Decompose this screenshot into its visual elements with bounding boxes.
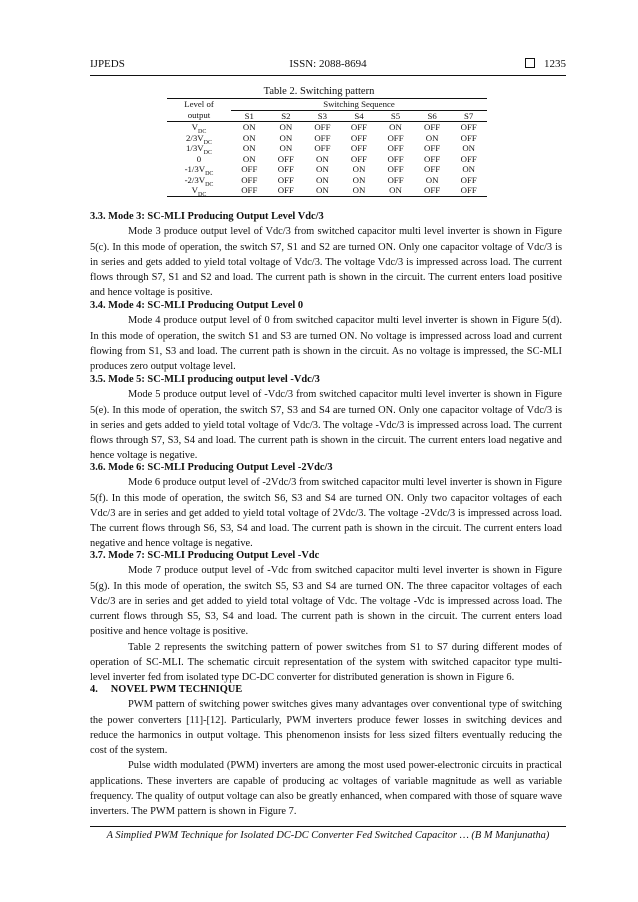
switch-state-cell: ON xyxy=(425,174,439,185)
switch-state-cell: ON xyxy=(425,132,439,143)
switch-state-cell: OFF xyxy=(387,153,404,164)
switch-state-cell: ON xyxy=(316,174,329,185)
section-3-6 xyxy=(90,460,562,552)
table-row xyxy=(167,185,487,196)
switching-table-body xyxy=(167,122,487,197)
output-level-cell xyxy=(167,185,231,196)
level-value: -1/3V xyxy=(184,164,206,174)
section-heading: 3.3. Mode 3: SC-MLI Producing Output Level Vdc/3 xyxy=(90,211,324,222)
switch-state-cell: OFF xyxy=(450,185,487,196)
switch-state-cell: ON xyxy=(279,132,293,143)
level-value: 1/3V xyxy=(186,143,204,153)
switch-state-cell: ON xyxy=(304,185,341,196)
section-heading: 3.4. Mode 4: SC-MLI Producing Output Level 0 xyxy=(90,300,304,311)
table-caption: Table 2. Switching pattern xyxy=(263,86,375,97)
section-heading: 3.6. Mode 6: SC-MLI Producing Output Level -2Vdc/3 xyxy=(90,462,333,473)
checkbox-square-icon xyxy=(525,58,535,68)
level-value: -2/3V xyxy=(184,174,206,185)
level-subscript: DC xyxy=(203,139,212,146)
level-subscript: DC xyxy=(203,149,212,156)
level-header-line2: output xyxy=(167,110,231,122)
switch-header: S2 xyxy=(268,110,305,122)
output-level-cell xyxy=(167,122,231,133)
paragraph: Mode 6 produce output level of -2Vdc/3 from switched capacitor multi level inverter is shown in Figure 5(f). In this mode of operation, the switch S6, S3 and S4 are turned ON. Only two capacitor voltages of each Vdc/3 are in series and get added to yield total voltage of 2Vdc/3. The voltage -2Vdc/3 is impressed across load. The current flows through S6, S3, S4 and load. The current path is shown in the circuit. The current enters load negative and hence voltage is negative. xyxy=(90,477,562,550)
switch-state-cell: OFF xyxy=(387,164,404,174)
switch-state-cell: OFF xyxy=(414,185,451,196)
switch-state-cell: OFF xyxy=(387,143,404,153)
switch-state-cell: OFF xyxy=(424,164,441,174)
section-3-3 xyxy=(90,209,562,301)
footer-rule xyxy=(90,826,566,827)
switch-state-cell: ON xyxy=(377,185,414,196)
output-level-cell xyxy=(167,133,231,144)
paragraph: Table 2 represents the switching pattern of power switches from S1 to S7 during different modes of operation of SC-MLI. The schematic circuit representation of the system with switched capacitor type multi-level inverter fed from isolated type DC-DC converter for distributed generation is shown in Figure 6. xyxy=(90,641,562,684)
level-value: V xyxy=(191,122,198,132)
table-row xyxy=(167,133,487,144)
switch-state-cell: OFF xyxy=(424,122,441,132)
paragraph: Mode 4 produce output level of 0 from switched capacitor multi level inverter is shown in Figure 5(d). In this mode of operation, the switch S1 and S3 are turned ON. No voltage is impressed across load and current flowing from S1, S3 and load. The current path is shown in the circuit. As no voltage is impressed, the SC-MLI produces zero output voltage level. xyxy=(90,315,562,373)
switch-state-cell: OFF xyxy=(314,143,331,153)
switch-state-cell: OFF xyxy=(241,164,258,174)
switch-state-cell: OFF xyxy=(277,174,294,185)
paragraph: Mode 7 produce output level of -Vdc from switched capacitor multi level inverter is shown in Figure 5(g). In this mode of operation, the switch S5, S3 and S4 are turned ON. The three capacitor voltages of each Vdc/3 are in series and get added to yield total voltage of Vdc. The voltage -Vdc is impressed across load. The current flows through S5, S3, S4 and load. The current path is shown in the circuit. The current enters load positive and hence voltage is positive. xyxy=(90,565,562,638)
page-number-group xyxy=(525,58,566,70)
section-3-5 xyxy=(90,372,562,464)
switch-state-cell: ON xyxy=(242,132,256,143)
switch-state-cell: ON xyxy=(279,143,293,153)
table-row xyxy=(167,154,487,165)
switch-state-cell: ON xyxy=(462,164,476,174)
level-subscript: DC xyxy=(198,128,207,135)
running-footer: A Simplied PWM Technique for Isolated DC-DC Converter Fed Switched Capacitor … (B M Manjunatha) xyxy=(106,830,550,841)
switch-state-cell: ON xyxy=(279,122,293,132)
switch-state-cell: OFF xyxy=(460,132,477,143)
switch-state-cell: OFF xyxy=(460,174,477,185)
switch-state-cell: OFF xyxy=(231,185,268,196)
switch-state-cell: OFF xyxy=(268,185,305,196)
level-subscript: DC xyxy=(205,170,214,177)
switch-state-cell: OFF xyxy=(314,122,331,132)
switch-state-cell: OFF xyxy=(241,174,258,185)
level-value: 0 xyxy=(196,153,202,164)
switch-state-cell: ON xyxy=(242,153,256,164)
switch-state-cell: OFF xyxy=(350,122,368,132)
paragraph: Pulse width modulated (PWM) inverters are among the most used power-electronic circuits in practical applications. These inverters are capable of producing ac voltages of variable magnitude as well as variable frequency. The quality of output voltage can also be greatly enhanced, when compared with those of square wave inverters. The PWM pattern is shown in Figure 7. xyxy=(90,760,562,818)
switch-state-cell: ON xyxy=(242,143,256,153)
section-heading: 4. NOVEL PWM TECHNIQUE xyxy=(90,684,243,695)
switch-state-cell: OFF xyxy=(314,132,331,143)
output-level-cell xyxy=(167,175,231,186)
section-heading: 3.5. Mode 5: SC-MLI producing output level -Vdc/3 xyxy=(90,374,320,385)
running-header xyxy=(90,58,566,74)
paragraph: Mode 5 produce output level of -Vdc/3 from switched capacitor multi level inverter is shown in Figure 5(e). In this mode of operation, the switch S7, S3 and S4 are turned ON. Only one capacitor voltage of Vdc/3 is in series and gets added to yield total voltage of Vdc/3. The voltage -Vdc/3 is impressed across load. The current flows through S7, S3, S4 and load. The current path is shown in the circuit. The current enters load negative and hence voltage is negative. xyxy=(90,389,562,462)
section-4 xyxy=(90,682,562,820)
journal-name: IJPEDS xyxy=(90,58,125,70)
switch-state-cell: ON xyxy=(341,185,378,196)
paragraph: PWM pattern of switching power switches gives many advantages over conventional type of switching the power converters [11]-[12]. Particularly, PWM inverters produce fewer losses in switching devices and reduce the harmonics in output voltage. This phenomenon insists for less sized filters eventually reducing the cost of the system. xyxy=(90,699,562,757)
switch-header: S6 xyxy=(414,110,451,122)
level-subscript: DC xyxy=(198,191,207,198)
section-3-4 xyxy=(90,298,562,374)
switch-state-cell: ON xyxy=(316,153,329,164)
issn: ISSN: 2088-8694 xyxy=(289,58,367,70)
output-level-cell xyxy=(167,154,231,165)
switch-header: S5 xyxy=(377,110,414,122)
switch-state-cell: ON xyxy=(352,164,366,174)
switch-state-cell: OFF xyxy=(350,143,368,153)
switch-header: S4 xyxy=(341,110,378,122)
output-level-cell xyxy=(167,143,231,154)
switch-state-cell: OFF xyxy=(387,174,404,185)
output-level-cell xyxy=(167,164,231,175)
switch-header: S7 xyxy=(450,110,487,122)
switch-state-cell: OFF xyxy=(460,153,477,164)
table-row xyxy=(167,143,487,154)
switch-state-cell: OFF xyxy=(350,132,368,143)
switch-state-cell: ON xyxy=(316,164,329,174)
table-row xyxy=(167,122,487,133)
level-subscript: DC xyxy=(205,181,214,188)
table-row xyxy=(167,175,487,186)
switch-state-cell: ON xyxy=(462,143,476,153)
level-value: 2/3V xyxy=(186,132,204,143)
level-header-line1: Level of xyxy=(167,99,231,111)
switch-state-cell: OFF xyxy=(424,153,441,164)
switch-state-cell: OFF xyxy=(277,153,294,164)
section-heading: 3.7. Mode 7: SC-MLI Producing Output Level -Vdc xyxy=(90,550,320,561)
section-3-7 xyxy=(90,548,562,686)
switch-state-cell: OFF xyxy=(424,143,441,153)
switch-state-cell: OFF xyxy=(387,132,404,143)
switching-table xyxy=(167,98,487,197)
switch-state-cell: ON xyxy=(389,122,402,132)
switch-state-cell: OFF xyxy=(277,164,294,174)
switch-state-cell: ON xyxy=(242,122,256,132)
switch-state-cell: ON xyxy=(352,174,366,185)
level-value: V xyxy=(191,185,198,195)
switching-sequence-header: Switching Sequence xyxy=(231,99,487,111)
switch-header: S3 xyxy=(304,110,341,122)
switch-state-cell: OFF xyxy=(460,122,477,132)
table-row xyxy=(167,164,487,175)
switch-state-cell: OFF xyxy=(350,153,368,164)
page-number: 1235 xyxy=(544,58,566,70)
paragraph: Mode 3 produce output level of Vdc/3 from switched capacitor multi level inverter is shown in Figure 5(c). In this mode of operation, the switch S7, S1 and S2 are turned ON. Only one capacitor voltage of Vdc/3 is in series and gets added to yield total voltage of Vdc/3. The voltage Vdc/3 is impressed across load. The current flows through S7, S1 and S2 and load. The current path is shown in the circuit. The current enters load positive and hence voltage is positive. xyxy=(90,226,562,299)
header-rule xyxy=(90,75,566,76)
switch-header: S1 xyxy=(231,110,268,122)
